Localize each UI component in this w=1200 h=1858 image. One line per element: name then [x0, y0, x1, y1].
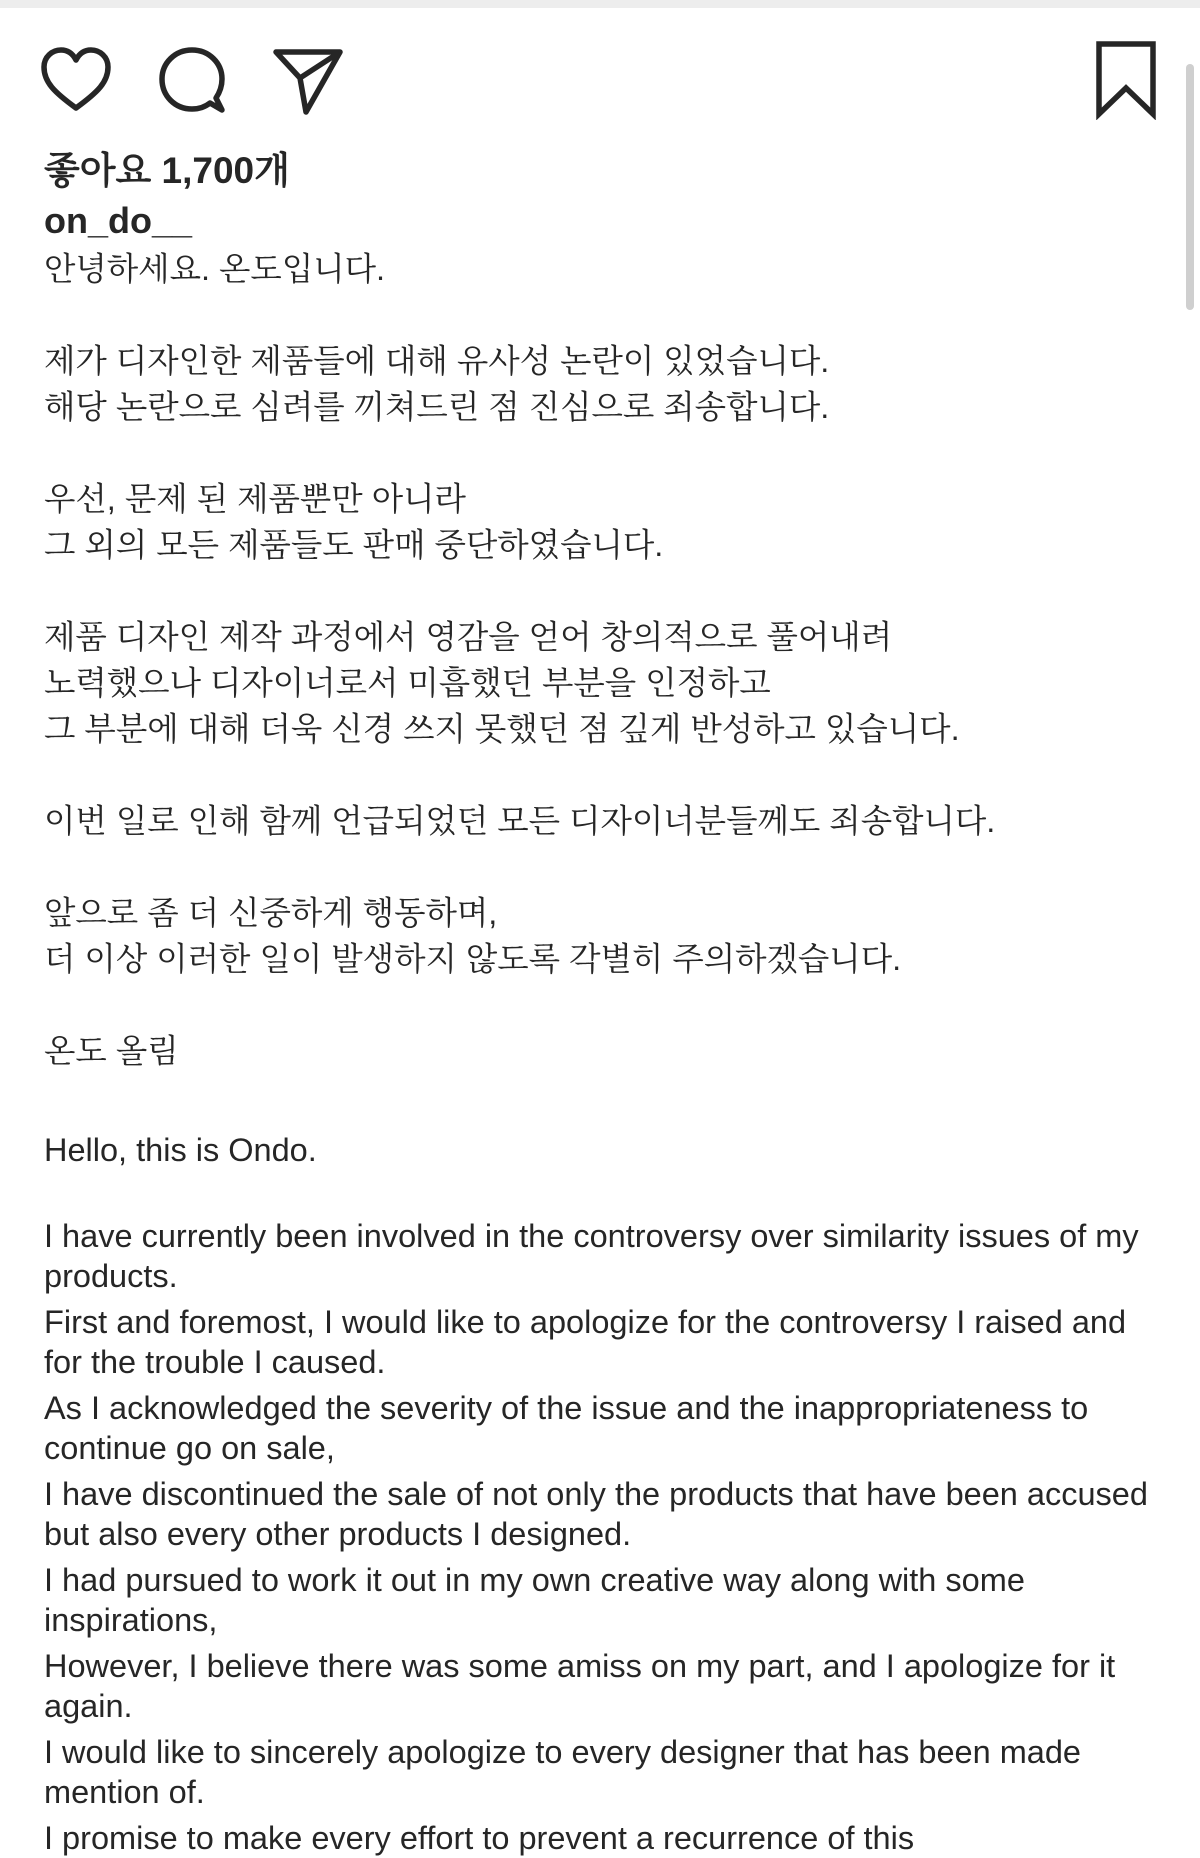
caption-paragraph: 제품 디자인 제작 과정에서 영감을 얻어 창의적으로 풀어내려 노력했으나 디자이너로서 미흡했던 부분을 인정하고 그 부분에 대해 더욱 신경 쓰지 못했던 점 깊게 반성하고 있습니다.: [44, 619, 960, 747]
caption-english-line: I promise to make every effort to prevent a recurrence of this: [44, 1820, 915, 1856]
caption-english-line: I would like to sincerely apologize to every designer that has been made mention of.: [44, 1734, 1082, 1810]
bookmark-icon[interactable]: [1094, 40, 1158, 120]
likes-count[interactable]: 좋아요 1,700개: [44, 150, 290, 191]
top-edge-strip: [0, 0, 1200, 8]
caption-paragraph: 앞으로 좀 더 신중하게 행동하며, 더 이상 이러한 일이 발생하지 않도록 각별히 주의하겠습니다.: [44, 895, 902, 977]
caption-english-line: As I acknowledged the severity of the issue and the inappropriateness to continue go on sale,: [44, 1390, 1089, 1466]
caption-paragraph: 온도 올림: [44, 1033, 179, 1069]
caption-paragraph: 제가 디자인한 제품들에 대해 유사성 논란이 있었습니다. 해당 논란으로 심려를 끼쳐드린 점 진심으로 죄송합니다.: [44, 343, 830, 425]
comment-bubble-icon[interactable]: [158, 46, 226, 114]
post-caption-korean: [44, 246, 1154, 1120]
post-action-bar: [0, 36, 1200, 116]
caption-english-line: I had pursued to work it out in my own creative way along with some inspirations,: [44, 1562, 1025, 1638]
post-caption-english: [44, 1130, 1154, 1858]
caption-english-line: I have discontinued the sale of not only the products that have been accused but also every other products I designed.: [44, 1476, 1148, 1552]
username[interactable]: on_do__: [44, 200, 193, 241]
heart-icon[interactable]: [40, 46, 112, 114]
paper-plane-icon[interactable]: [272, 46, 344, 116]
caption-paragraph: 안녕하세요. 온도입니다.: [44, 251, 386, 287]
caption-paragraph: 이번 일로 인해 함께 언급되었던 모든 디자이너분들께도 죄송합니다.: [44, 803, 996, 839]
caption-english-line: First and foremost, I would like to apologize for the controversy I raised and for the trouble I caused.: [44, 1304, 1127, 1380]
caption-english-line: However, I believe there was some amiss on my part, and I apologize for it again.: [44, 1648, 1116, 1724]
scrollbar-thumb[interactable]: [1186, 64, 1194, 310]
caption-paragraph: 우선, 문제 된 제품뿐만 아니라 그 외의 모든 제품들도 판매 중단하였습니다.: [44, 481, 664, 563]
caption-english-line: I have currently been involved in the controversy over similarity issues of my products.: [44, 1218, 1139, 1294]
caption-english-intro: Hello, this is Ondo.: [44, 1132, 317, 1168]
